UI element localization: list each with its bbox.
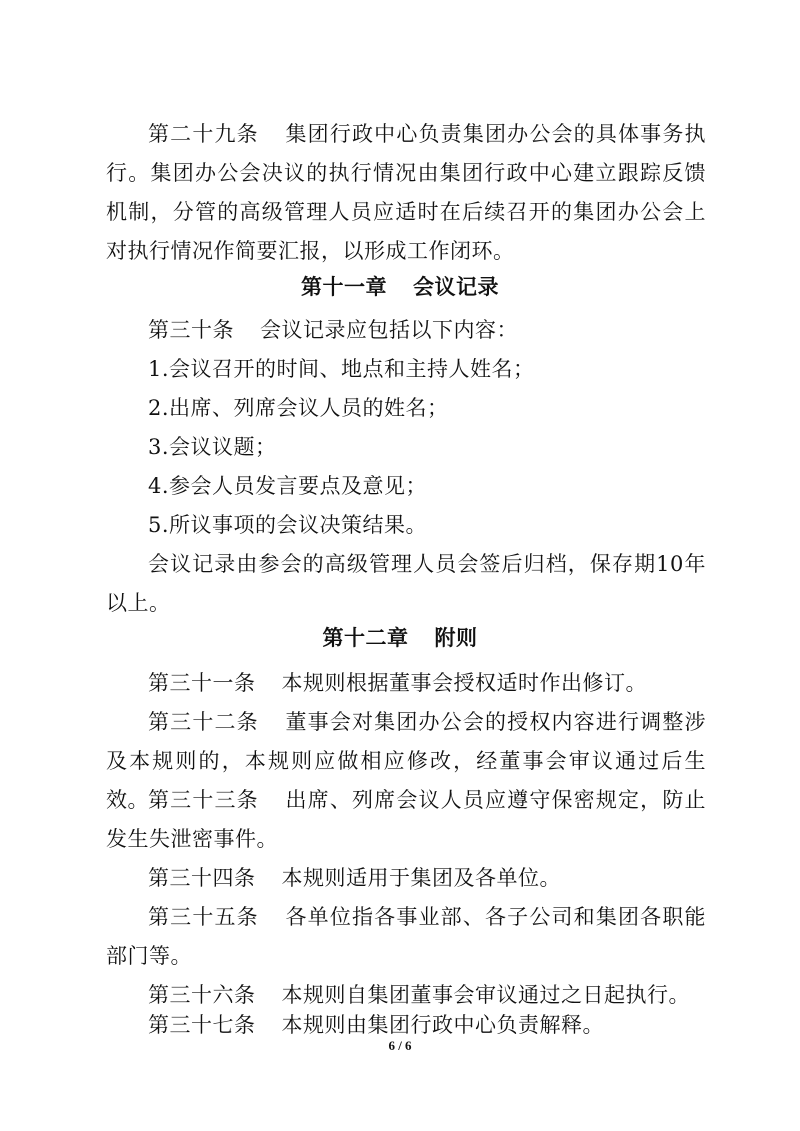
chapter-12-title: 第十二章: [322, 626, 409, 650]
chapter-11-heading: [0, 272, 800, 302]
article-36-text: 本规则自集团董事会审议通过之日起执行。: [281, 983, 690, 1007]
article-33-text: 出席、列席会议人员应遵守保密规定，防止发生失泄密事件。: [106, 788, 707, 851]
article-31-label: 第三十一条: [148, 671, 256, 695]
article-30-text: 会议记录应包括以下内容：: [260, 318, 518, 342]
article-29: [106, 115, 706, 271]
article-33: [106, 781, 706, 859]
article-36-label: 第三十六条: [148, 983, 256, 1007]
article-33-label: 第三十三条: [148, 788, 259, 812]
article-31-text: 本规则根据董事会授权适时作出修订。: [281, 671, 647, 695]
article-37-label: 第三十七条: [148, 1013, 256, 1037]
list-item-4: 4.参会人员发言要点及意见；: [148, 474, 428, 498]
records-note: 会议记录由参会的高级管理人员会签后归档，保存期10年以上。: [106, 552, 706, 615]
page-number: 6 / 6: [388, 1038, 412, 1053]
chapter-12-name: 附则: [434, 626, 478, 650]
article-29-label: 第二十九条: [148, 122, 259, 146]
article-32-label: 第三十二条: [148, 710, 259, 734]
article-35: [106, 898, 706, 976]
list-item-3: 3.会议议题；: [148, 435, 277, 459]
article-35-text: 各单位指各事业部、各子公司和集团各职能部门等。: [106, 905, 707, 968]
article-34-text: 本规则适用于集团及各单位。: [281, 866, 561, 890]
article-35-label: 第三十五条: [148, 905, 259, 929]
list-item-5: 5.所议事项的会议决策结果。: [148, 513, 428, 537]
article-32-text: 董事会对集团办公会的授权内容进行调整涉及本规则的，本规则应做相应修改，经董事会审议通过后生效。: [106, 710, 707, 812]
chapter-11-name: 会议记录: [413, 275, 499, 299]
article-34: [148, 859, 561, 898]
list-item-1: 1.会议召开的时间、地点和主持人姓名；: [148, 357, 535, 381]
article-31: [148, 664, 647, 703]
chapter-12-heading: [0, 623, 800, 653]
article-30: [148, 311, 518, 350]
article-29-text: 集团行政中心负责集团办公会的具体事务执行。集团办公会决议的执行情况由集团行政中心建立跟踪反馈机制，分管的高级管理人员应适时在后续召开的集团办公会上对执行情况作简要汇报，以形成工作闭环。: [106, 122, 707, 263]
chapter-11-title: 第十一章: [301, 275, 387, 299]
article-37-text: 本规则由集团行政中心负责解释。: [281, 1013, 604, 1037]
article-30-label: 第三十条: [148, 318, 234, 342]
list-item-2: 2.出席、列席会议人员的姓名；: [148, 396, 449, 420]
article-34-label: 第三十四条: [148, 866, 256, 890]
